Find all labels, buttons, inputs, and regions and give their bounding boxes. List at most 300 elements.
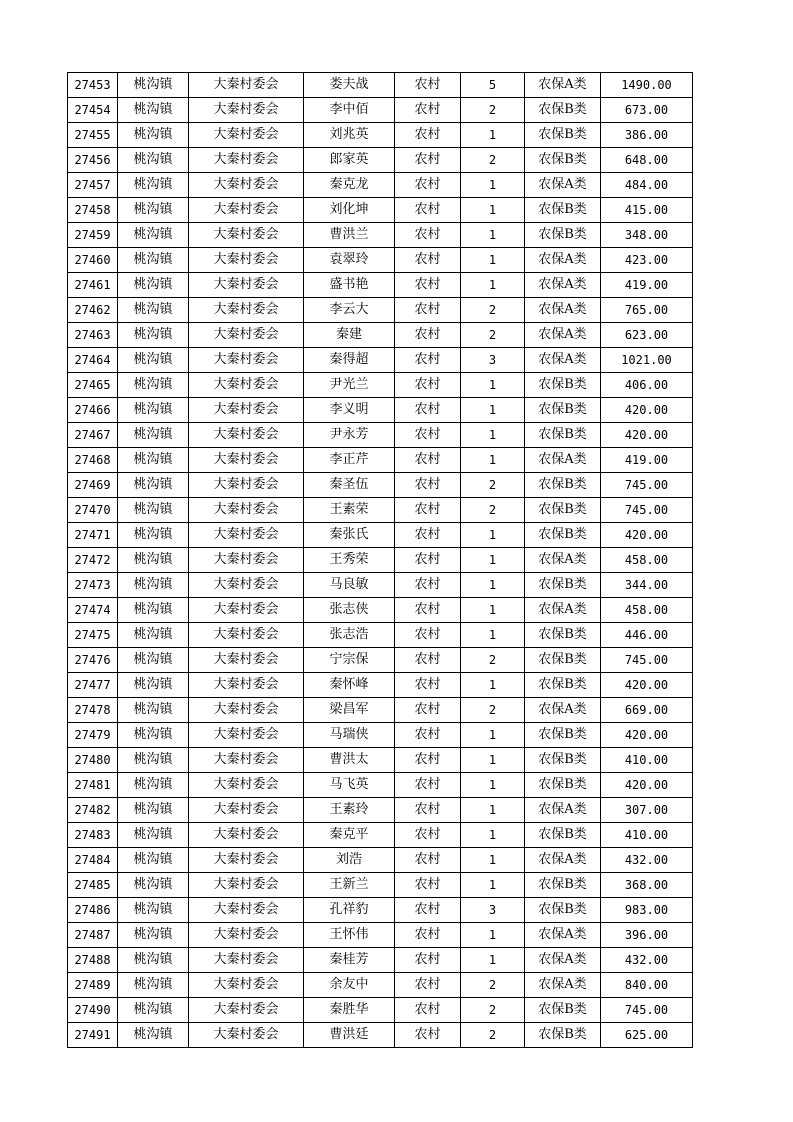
village-committee-cell: 大秦村委会: [189, 373, 304, 398]
serial-number-cell: 27455: [68, 123, 118, 148]
insurance-category-cell: 农保A类: [525, 798, 601, 823]
amount-cell: 420.00: [601, 398, 693, 423]
table-row: [68, 198, 693, 223]
name-cell: 尹光兰: [304, 373, 395, 398]
name-cell: 尹永芳: [304, 423, 395, 448]
town-cell: 桃沟镇: [118, 798, 189, 823]
table-row: [68, 923, 693, 948]
person-count-cell: 1: [461, 798, 525, 823]
town-cell: 桃沟镇: [118, 948, 189, 973]
person-count-cell: 3: [461, 898, 525, 923]
name-cell: 刘浩: [304, 848, 395, 873]
town-cell: 桃沟镇: [118, 998, 189, 1023]
name-cell: 孔祥豹: [304, 898, 395, 923]
village-committee-cell: 大秦村委会: [189, 348, 304, 373]
amount-cell: 648.00: [601, 148, 693, 173]
person-count-cell: 2: [461, 698, 525, 723]
person-count-cell: 2: [461, 323, 525, 348]
amount-cell: 423.00: [601, 248, 693, 273]
table-row: [68, 273, 693, 298]
name-cell: 秦得超: [304, 348, 395, 373]
table-row: [68, 998, 693, 1023]
household-type-cell: 农村: [395, 748, 461, 773]
table-row: [68, 298, 693, 323]
household-type-cell: 农村: [395, 373, 461, 398]
person-count-cell: 1: [461, 373, 525, 398]
person-count-cell: 1: [461, 598, 525, 623]
village-committee-cell: 大秦村委会: [189, 773, 304, 798]
town-cell: 桃沟镇: [118, 373, 189, 398]
amount-cell: 386.00: [601, 123, 693, 148]
person-count-cell: 1: [461, 273, 525, 298]
town-cell: 桃沟镇: [118, 98, 189, 123]
insurance-category-cell: 农保A类: [525, 948, 601, 973]
serial-number-cell: 27458: [68, 198, 118, 223]
person-count-cell: 1: [461, 248, 525, 273]
name-cell: 余友中: [304, 973, 395, 998]
amount-cell: 420.00: [601, 423, 693, 448]
village-committee-cell: 大秦村委会: [189, 148, 304, 173]
village-committee-cell: 大秦村委会: [189, 848, 304, 873]
name-cell: 秦桂芳: [304, 948, 395, 973]
insurance-category-cell: 农保B类: [525, 373, 601, 398]
village-committee-cell: 大秦村委会: [189, 923, 304, 948]
person-count-cell: 1: [461, 848, 525, 873]
household-type-cell: 农村: [395, 548, 461, 573]
village-committee-cell: 大秦村委会: [189, 73, 304, 98]
amount-cell: 673.00: [601, 98, 693, 123]
serial-number-cell: 27471: [68, 523, 118, 548]
person-count-cell: 1: [461, 523, 525, 548]
insurance-category-cell: 农保B类: [525, 98, 601, 123]
household-type-cell: 农村: [395, 598, 461, 623]
insurance-category-cell: 农保A类: [525, 448, 601, 473]
household-type-cell: 农村: [395, 848, 461, 873]
person-count-cell: 1: [461, 448, 525, 473]
household-type-cell: 农村: [395, 723, 461, 748]
household-type-cell: 农村: [395, 923, 461, 948]
amount-cell: 348.00: [601, 223, 693, 248]
name-cell: 马飞英: [304, 773, 395, 798]
household-type-cell: 农村: [395, 298, 461, 323]
serial-number-cell: 27464: [68, 348, 118, 373]
serial-number-cell: 27477: [68, 673, 118, 698]
household-type-cell: 农村: [395, 623, 461, 648]
town-cell: 桃沟镇: [118, 248, 189, 273]
amount-cell: 406.00: [601, 373, 693, 398]
name-cell: 秦怀峰: [304, 673, 395, 698]
amount-cell: 410.00: [601, 748, 693, 773]
insurance-category-cell: 农保B类: [525, 823, 601, 848]
table-row: [68, 798, 693, 823]
amount-cell: 420.00: [601, 723, 693, 748]
household-type-cell: 农村: [395, 73, 461, 98]
name-cell: 秦克龙: [304, 173, 395, 198]
village-committee-cell: 大秦村委会: [189, 823, 304, 848]
person-count-cell: 1: [461, 948, 525, 973]
serial-number-cell: 27490: [68, 998, 118, 1023]
insurance-category-cell: 农保A类: [525, 173, 601, 198]
town-cell: 桃沟镇: [118, 73, 189, 98]
table-row: [68, 598, 693, 623]
name-cell: 李正芹: [304, 448, 395, 473]
serial-number-cell: 27487: [68, 923, 118, 948]
household-type-cell: 农村: [395, 173, 461, 198]
village-committee-cell: 大秦村委会: [189, 898, 304, 923]
name-cell: 张志侠: [304, 598, 395, 623]
person-count-cell: 1: [461, 748, 525, 773]
town-cell: 桃沟镇: [118, 398, 189, 423]
household-type-cell: 农村: [395, 148, 461, 173]
amount-cell: 368.00: [601, 873, 693, 898]
name-cell: 曹洪太: [304, 748, 395, 773]
table-row: [68, 898, 693, 923]
village-committee-cell: 大秦村委会: [189, 998, 304, 1023]
table-row: [68, 673, 693, 698]
insurance-category-cell: 农保A类: [525, 548, 601, 573]
town-cell: 桃沟镇: [118, 698, 189, 723]
insurance-category-cell: 农保A类: [525, 273, 601, 298]
table-row: [68, 123, 693, 148]
village-committee-cell: 大秦村委会: [189, 273, 304, 298]
village-committee-cell: 大秦村委会: [189, 648, 304, 673]
serial-number-cell: 27483: [68, 823, 118, 848]
village-committee-cell: 大秦村委会: [189, 598, 304, 623]
village-committee-cell: 大秦村委会: [189, 748, 304, 773]
serial-number-cell: 27465: [68, 373, 118, 398]
insurance-category-cell: 农保B类: [525, 423, 601, 448]
insurance-category-cell: 农保B类: [525, 898, 601, 923]
amount-cell: 623.00: [601, 323, 693, 348]
table-row: [68, 973, 693, 998]
table-row: [68, 623, 693, 648]
table-row: [68, 498, 693, 523]
household-type-cell: 农村: [395, 773, 461, 798]
town-cell: 桃沟镇: [118, 423, 189, 448]
household-type-cell: 农村: [395, 998, 461, 1023]
table-row: [68, 323, 693, 348]
serial-number-cell: 27456: [68, 148, 118, 173]
insurance-category-cell: 农保B类: [525, 773, 601, 798]
serial-number-cell: 27472: [68, 548, 118, 573]
household-type-cell: 农村: [395, 648, 461, 673]
table-row: [68, 873, 693, 898]
insurance-category-cell: 农保A类: [525, 348, 601, 373]
person-count-cell: 2: [461, 648, 525, 673]
subsidy-table: [67, 72, 693, 1048]
insurance-category-cell: 农保B类: [525, 573, 601, 598]
table-row: [68, 773, 693, 798]
serial-number-cell: 27460: [68, 248, 118, 273]
insurance-category-cell: 农保B类: [525, 623, 601, 648]
household-type-cell: 农村: [395, 423, 461, 448]
amount-cell: 458.00: [601, 548, 693, 573]
name-cell: 马良敏: [304, 573, 395, 598]
household-type-cell: 农村: [395, 223, 461, 248]
person-count-cell: 1: [461, 723, 525, 748]
amount-cell: 983.00: [601, 898, 693, 923]
name-cell: 王怀伟: [304, 923, 395, 948]
person-count-cell: 2: [461, 298, 525, 323]
amount-cell: 432.00: [601, 948, 693, 973]
table-row: [68, 698, 693, 723]
insurance-category-cell: 农保B类: [525, 1023, 601, 1048]
town-cell: 桃沟镇: [118, 623, 189, 648]
name-cell: 刘兆英: [304, 123, 395, 148]
town-cell: 桃沟镇: [118, 773, 189, 798]
town-cell: 桃沟镇: [118, 873, 189, 898]
insurance-category-cell: 农保B类: [525, 648, 601, 673]
insurance-category-cell: 农保B类: [525, 198, 601, 223]
name-cell: 娄夫战: [304, 73, 395, 98]
table-row: [68, 348, 693, 373]
name-cell: 郎家英: [304, 148, 395, 173]
serial-number-cell: 27459: [68, 223, 118, 248]
insurance-category-cell: 农保A类: [525, 973, 601, 998]
town-cell: 桃沟镇: [118, 648, 189, 673]
amount-cell: 420.00: [601, 523, 693, 548]
person-count-cell: 1: [461, 398, 525, 423]
serial-number-cell: 27480: [68, 748, 118, 773]
amount-cell: 410.00: [601, 823, 693, 848]
insurance-category-cell: 农保A类: [525, 323, 601, 348]
village-committee-cell: 大秦村委会: [189, 323, 304, 348]
amount-cell: 458.00: [601, 598, 693, 623]
household-type-cell: 农村: [395, 798, 461, 823]
serial-number-cell: 27461: [68, 273, 118, 298]
serial-number-cell: 27467: [68, 423, 118, 448]
name-cell: 王素玲: [304, 798, 395, 823]
serial-number-cell: 27453: [68, 73, 118, 98]
town-cell: 桃沟镇: [118, 748, 189, 773]
town-cell: 桃沟镇: [118, 898, 189, 923]
table-row: [68, 98, 693, 123]
town-cell: 桃沟镇: [118, 548, 189, 573]
town-cell: 桃沟镇: [118, 573, 189, 598]
name-cell: 王素荣: [304, 498, 395, 523]
village-committee-cell: 大秦村委会: [189, 248, 304, 273]
town-cell: 桃沟镇: [118, 173, 189, 198]
serial-number-cell: 27481: [68, 773, 118, 798]
person-count-cell: 1: [461, 623, 525, 648]
name-cell: 李云大: [304, 298, 395, 323]
serial-number-cell: 27466: [68, 398, 118, 423]
insurance-category-cell: 农保B类: [525, 498, 601, 523]
town-cell: 桃沟镇: [118, 973, 189, 998]
insurance-category-cell: 农保A类: [525, 73, 601, 98]
town-cell: 桃沟镇: [118, 198, 189, 223]
person-count-cell: 2: [461, 98, 525, 123]
name-cell: 王新兰: [304, 873, 395, 898]
person-count-cell: 1: [461, 173, 525, 198]
amount-cell: 1490.00: [601, 73, 693, 98]
insurance-category-cell: 农保A类: [525, 923, 601, 948]
village-committee-cell: 大秦村委会: [189, 298, 304, 323]
table-row: [68, 648, 693, 673]
table-row: [68, 573, 693, 598]
amount-cell: 745.00: [601, 473, 693, 498]
household-type-cell: 农村: [395, 673, 461, 698]
insurance-category-cell: 农保B类: [525, 398, 601, 423]
serial-number-cell: 27479: [68, 723, 118, 748]
village-committee-cell: 大秦村委会: [189, 948, 304, 973]
amount-cell: 344.00: [601, 573, 693, 598]
amount-cell: 745.00: [601, 998, 693, 1023]
table-row: [68, 148, 693, 173]
insurance-category-cell: 农保B类: [525, 123, 601, 148]
name-cell: 盛书艳: [304, 273, 395, 298]
village-committee-cell: 大秦村委会: [189, 198, 304, 223]
household-type-cell: 农村: [395, 248, 461, 273]
person-count-cell: 2: [461, 473, 525, 498]
name-cell: 李中佰: [304, 98, 395, 123]
person-count-cell: 3: [461, 348, 525, 373]
household-type-cell: 农村: [395, 823, 461, 848]
table-row: [68, 448, 693, 473]
insurance-category-cell: 农保B类: [525, 998, 601, 1023]
person-count-cell: 2: [461, 148, 525, 173]
amount-cell: 419.00: [601, 448, 693, 473]
insurance-category-cell: 农保B类: [525, 523, 601, 548]
village-committee-cell: 大秦村委会: [189, 173, 304, 198]
town-cell: 桃沟镇: [118, 498, 189, 523]
person-count-cell: 1: [461, 823, 525, 848]
town-cell: 桃沟镇: [118, 298, 189, 323]
household-type-cell: 农村: [395, 973, 461, 998]
amount-cell: 432.00: [601, 848, 693, 873]
person-count-cell: 2: [461, 498, 525, 523]
amount-cell: 420.00: [601, 773, 693, 798]
village-committee-cell: 大秦村委会: [189, 698, 304, 723]
insurance-category-cell: 农保B类: [525, 148, 601, 173]
amount-cell: 1021.00: [601, 348, 693, 373]
town-cell: 桃沟镇: [118, 673, 189, 698]
person-count-cell: 1: [461, 198, 525, 223]
serial-number-cell: 27486: [68, 898, 118, 923]
serial-number-cell: 27462: [68, 298, 118, 323]
table-row: [68, 73, 693, 98]
person-count-cell: 1: [461, 548, 525, 573]
table-row: [68, 1023, 693, 1048]
amount-cell: 625.00: [601, 1023, 693, 1048]
table-row: [68, 748, 693, 773]
insurance-category-cell: 农保B类: [525, 673, 601, 698]
household-type-cell: 农村: [395, 498, 461, 523]
table-row: [68, 548, 693, 573]
table-row: [68, 248, 693, 273]
person-count-cell: 2: [461, 998, 525, 1023]
amount-cell: 745.00: [601, 648, 693, 673]
town-cell: 桃沟镇: [118, 848, 189, 873]
household-type-cell: 农村: [395, 273, 461, 298]
name-cell: 秦克平: [304, 823, 395, 848]
name-cell: 宁宗保: [304, 648, 395, 673]
serial-number-cell: 27476: [68, 648, 118, 673]
town-cell: 桃沟镇: [118, 323, 189, 348]
name-cell: 曹洪兰: [304, 223, 395, 248]
name-cell: 秦建: [304, 323, 395, 348]
village-committee-cell: 大秦村委会: [189, 523, 304, 548]
serial-number-cell: 27470: [68, 498, 118, 523]
person-count-cell: 1: [461, 773, 525, 798]
table-row: [68, 848, 693, 873]
town-cell: 桃沟镇: [118, 1023, 189, 1048]
name-cell: 马瑞侠: [304, 723, 395, 748]
village-committee-cell: 大秦村委会: [189, 573, 304, 598]
name-cell: 李义明: [304, 398, 395, 423]
table-body: [68, 73, 693, 1048]
village-committee-cell: 大秦村委会: [189, 673, 304, 698]
village-committee-cell: 大秦村委会: [189, 973, 304, 998]
town-cell: 桃沟镇: [118, 523, 189, 548]
name-cell: 秦张氏: [304, 523, 395, 548]
insurance-category-cell: 农保B类: [525, 723, 601, 748]
town-cell: 桃沟镇: [118, 598, 189, 623]
household-type-cell: 农村: [395, 573, 461, 598]
town-cell: 桃沟镇: [118, 823, 189, 848]
person-count-cell: 2: [461, 973, 525, 998]
table-row: [68, 173, 693, 198]
name-cell: 张志浩: [304, 623, 395, 648]
serial-number-cell: 27475: [68, 623, 118, 648]
village-committee-cell: 大秦村委会: [189, 423, 304, 448]
name-cell: 曹洪廷: [304, 1023, 395, 1048]
town-cell: 桃沟镇: [118, 148, 189, 173]
name-cell: 秦圣伍: [304, 473, 395, 498]
household-type-cell: 农村: [395, 123, 461, 148]
household-type-cell: 农村: [395, 873, 461, 898]
person-count-cell: 1: [461, 573, 525, 598]
table-row: [68, 423, 693, 448]
village-committee-cell: 大秦村委会: [189, 498, 304, 523]
serial-number-cell: 27478: [68, 698, 118, 723]
insurance-category-cell: 农保A类: [525, 598, 601, 623]
person-count-cell: 1: [461, 673, 525, 698]
person-count-cell: 1: [461, 123, 525, 148]
village-committee-cell: 大秦村委会: [189, 723, 304, 748]
village-committee-cell: 大秦村委会: [189, 873, 304, 898]
amount-cell: 765.00: [601, 298, 693, 323]
amount-cell: 446.00: [601, 623, 693, 648]
village-committee-cell: 大秦村委会: [189, 398, 304, 423]
household-type-cell: 农村: [395, 898, 461, 923]
person-count-cell: 2: [461, 1023, 525, 1048]
serial-number-cell: 27484: [68, 848, 118, 873]
serial-number-cell: 27491: [68, 1023, 118, 1048]
person-count-cell: 1: [461, 423, 525, 448]
town-cell: 桃沟镇: [118, 273, 189, 298]
village-committee-cell: 大秦村委会: [189, 473, 304, 498]
household-type-cell: 农村: [395, 448, 461, 473]
village-committee-cell: 大秦村委会: [189, 223, 304, 248]
household-type-cell: 农村: [395, 698, 461, 723]
household-type-cell: 农村: [395, 473, 461, 498]
person-count-cell: 5: [461, 73, 525, 98]
town-cell: 桃沟镇: [118, 123, 189, 148]
amount-cell: 484.00: [601, 173, 693, 198]
insurance-category-cell: 农保A类: [525, 248, 601, 273]
amount-cell: 669.00: [601, 698, 693, 723]
person-count-cell: 1: [461, 923, 525, 948]
table-row: [68, 398, 693, 423]
serial-number-cell: 27457: [68, 173, 118, 198]
village-committee-cell: 大秦村委会: [189, 98, 304, 123]
table-row: [68, 523, 693, 548]
serial-number-cell: 27454: [68, 98, 118, 123]
serial-number-cell: 27469: [68, 473, 118, 498]
amount-cell: 745.00: [601, 498, 693, 523]
serial-number-cell: 27473: [68, 573, 118, 598]
